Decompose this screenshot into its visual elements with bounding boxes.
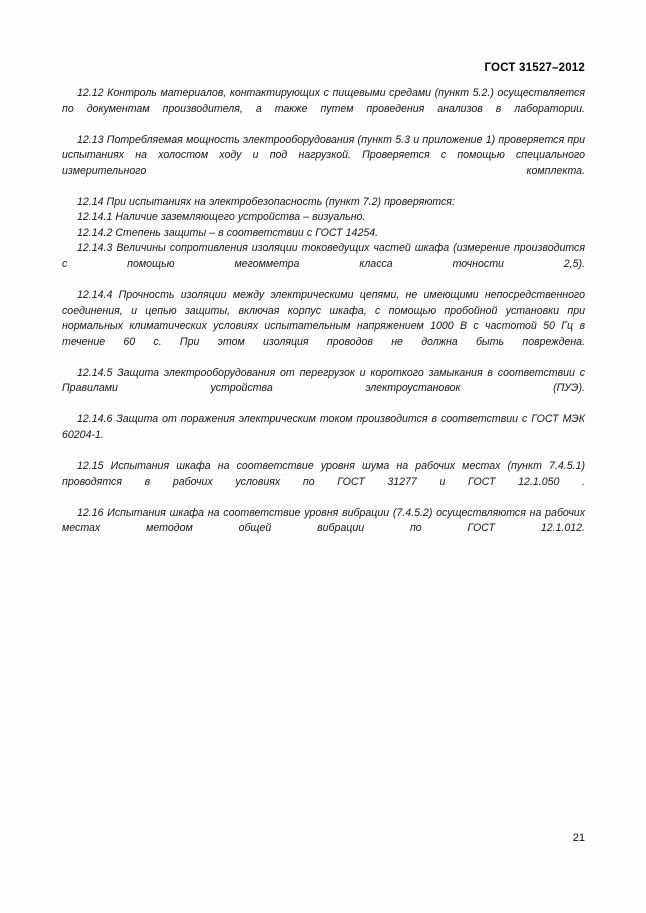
clause-paragraph-12-14-3: 12.14.3 Величины сопротивления изоляции токоведущих частей шкафа (измерение производится с помощью мегомметра класса точности 2,5). — [62, 242, 585, 271]
body-text-block — [62, 86, 585, 552]
page-number: 21 — [572, 832, 585, 844]
standard-designation: ГОСТ 31527–2012 — [484, 62, 585, 74]
clause-paragraph-12-14-5: 12.14.5 Защита электрооборудования от перегрузок и короткого замыкания в соответствии с Правилами устройства электроустановок (ПУЭ). — [62, 366, 585, 395]
clause-paragraph-12-14-6: 12.14.6 Защита от поражения электрическим током производится в соответствии с ГОСТ МЭК 60204-1. — [62, 413, 585, 442]
running-header — [62, 58, 585, 74]
clause-paragraph-12-12: 12.12 Контроль материалов, контактирующих с пищевыми средами (пункт 5.2.) осуществляется по документам производителя, а также путем проведения анализов в лаборатории. — [62, 87, 585, 115]
clause-paragraph-12-13: 12.13 Потребляемая мощность электрооборудования (пункт 5.3 и приложение 1) проверяется при испытаниях на холостом ходу и под нагрузкой. Проверяется с помощью специального измерительного комплекта. — [62, 133, 585, 177]
clause-paragraph-12-14-4: 12.14.4 Прочность изоляции между электрическими цепями, не имеющими непосредственного соединения, и цепью защиты, включая корпус шкафа, с помощью пробойной установки при нормальных климатических условиях испытательным напряжением 1000 В с частотой 50 Гц в течение 60 с. При этом изоляция проводов не должна быть повреждена. — [62, 289, 585, 348]
clause-paragraph-12-14-2: 12.14.2 Степень защиты – в соответствии с ГОСТ 14254. — [77, 226, 379, 239]
clause-paragraph-12-16: 12.16 Испытания шкафа на соответствие уровня вибрации (7.4.5.2) осуществляются на рабочих местах методом общей вибрации по ГОСТ 12.1.012. — [62, 506, 585, 535]
clause-paragraph-12-14-1: 12.14.1 Наличие заземляющего устройства – визуально. — [77, 211, 366, 224]
clause-paragraph-12-15: 12.15 Испытания шкафа на соответствие уровня шума на рабочих местах (пункт 7.4.5.1) проводятся в рабочих условиях по ГОСТ 31277 и ГОСТ 12.1.050 . — [62, 460, 585, 488]
clause-paragraph-12-14: 12.14 При испытаниях на электробезопасность (пункт 7.2) проверяются: — [77, 195, 455, 208]
